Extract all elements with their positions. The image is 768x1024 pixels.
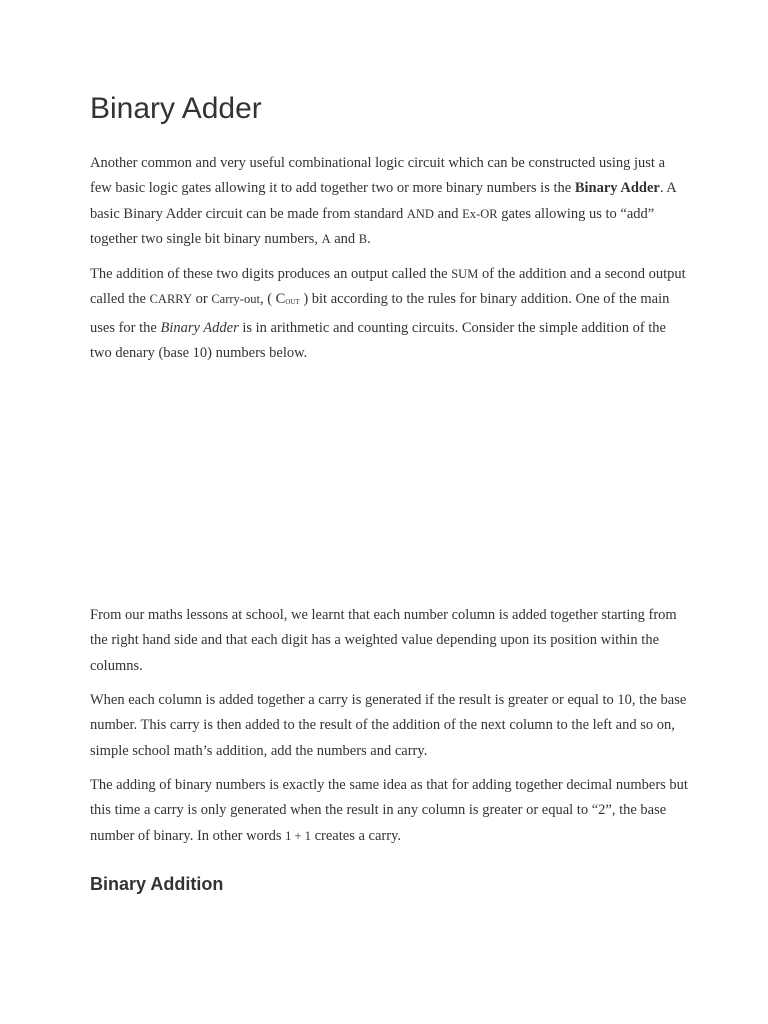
gate-term-and: AND xyxy=(406,206,434,221)
figure-placeholder xyxy=(90,372,690,592)
text-span: The addition of these two digits produces an output called the xyxy=(90,266,452,282)
text-span: . xyxy=(367,230,371,247)
text-span: and xyxy=(433,205,463,222)
text-span: is in arithmetic and counting circuits. Consider the simple addition of the two denary (base 10) numbers below. xyxy=(90,319,666,361)
section-heading: Binary Addition xyxy=(90,874,224,894)
sum-term: SUM xyxy=(451,267,479,281)
gate-term-exor: Ex-OR xyxy=(462,206,498,221)
carry-out-term: Carry-out xyxy=(211,292,260,307)
italic-term: Binary Adder xyxy=(160,319,239,336)
carry-term: CARRY xyxy=(149,292,192,307)
text-span: and xyxy=(330,230,359,247)
sum-carry-paragraph xyxy=(90,262,690,366)
text-span: ) bit according to the rules for binary addition. One of the main uses for the xyxy=(90,291,670,336)
text-span: of the addition and a second output called the xyxy=(90,266,686,308)
text-span: . A basic Binary Adder circuit can be made from standard xyxy=(90,180,676,222)
bold-term: Binary Adder xyxy=(574,180,660,197)
text-span: creates a carry. xyxy=(310,827,402,844)
text-span: or xyxy=(191,291,212,308)
binary-numbers-paragraph xyxy=(90,773,690,849)
carry-paragraph: When each column is added together a carry is generated if the result is greater or equal to 10, the base number. This carry is then added to the result of the addition of the next column to the left and so on, simple school math’s addition, add the numbers and carry. xyxy=(90,692,687,759)
variable-b: B xyxy=(358,231,368,246)
text-span: , ( C xyxy=(259,291,286,308)
variable-a: A xyxy=(321,231,331,246)
cout-subscript: OUT xyxy=(285,298,300,307)
maths-lessons-paragraph: From our maths lessons at school, we learnt that each number column is added together starting from the right hand side and that each digit has a weighted value depending upon its position within the columns. xyxy=(90,607,677,674)
text-span: gates allowing us to “add” together two single bit binary numbers, xyxy=(90,205,655,247)
expression: 1 + 1 xyxy=(285,828,311,843)
intro-paragraph xyxy=(90,151,690,252)
text-span: Another common and very useful combinational logic circuit which can be constructed using just a few basic logic gates allowing it to add together two or more binary numbers is the xyxy=(90,155,666,197)
page-title: Binary Adder xyxy=(90,92,262,125)
text-span: The adding of binary numbers is exactly the same idea as that for adding together decimal numbers but this time a carry is only generated when the result in any column is greater or equal to “2”, the base number of binary. In other words xyxy=(90,777,688,844)
